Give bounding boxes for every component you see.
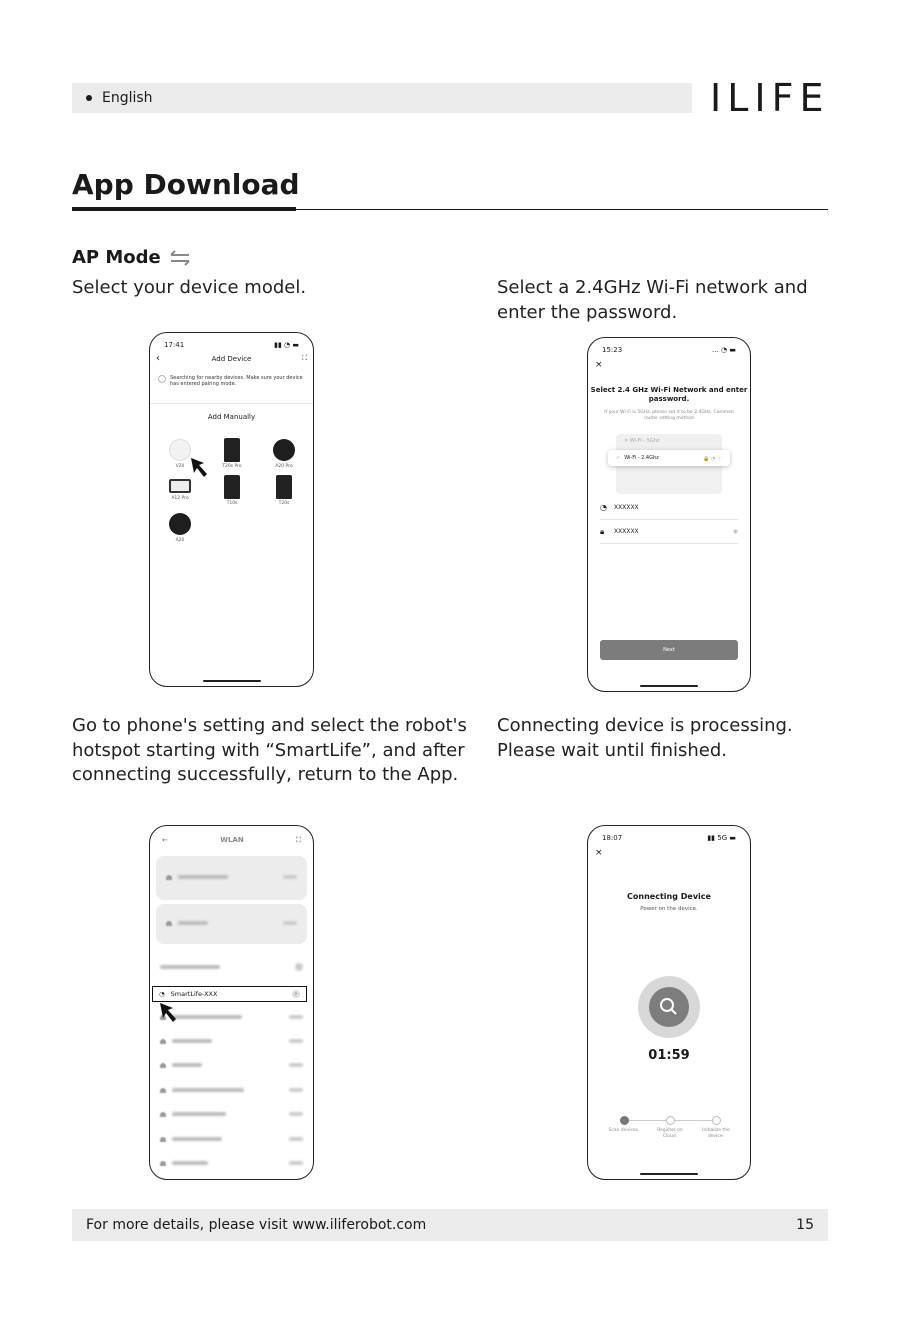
add-manually-label: Add Manually (207, 413, 256, 421)
smartlife-hotspot-row[interactable] (152, 986, 307, 1002)
lock-wifi-icons: 🔒 ◔ ⓘ (703, 455, 722, 462)
station-icon (224, 475, 240, 499)
robot-black-icon (273, 439, 295, 461)
blurred-network-row[interactable] (166, 870, 297, 884)
station-icon (276, 475, 292, 499)
status-icons: … ◔ ▬ (711, 346, 736, 354)
scan-icon[interactable]: ⛶ (302, 354, 307, 362)
step-2-text: Select a 2.4GHz Wi-Fi network and enter the password. (497, 277, 808, 323)
next-button[interactable]: Next (600, 640, 738, 660)
wifi-setup-subtitle: If your Wi-Fi is 5GHz, please set it to be 2.4GHz. Common router setting method (604, 410, 734, 421)
stage-active-icon (620, 1116, 629, 1125)
back-icon[interactable]: ‹ (156, 353, 160, 364)
search-icon (649, 987, 689, 1027)
step-4-text: Connecting device is processing. Please wait until finished. (497, 715, 793, 761)
page-number: 15 (796, 1217, 814, 1233)
wifi-setup-title: Select 2.4 GHz Wi-Fi Network and enter password. (590, 386, 748, 403)
wifi-icon: ◔ (159, 990, 165, 998)
search-button (649, 987, 689, 1027)
step-3-text: Go to phone's setting and select the robot's hotspot starting with “SmartLife”, and after connecting successfully, return to the App. (72, 715, 467, 785)
x-icon: ✕ (624, 438, 630, 444)
station-icon (224, 438, 240, 462)
wifi-icon: ◔ (600, 503, 607, 512)
blurred-network-row[interactable] (160, 1156, 303, 1170)
model-label: V20 (175, 464, 185, 469)
status-bar (602, 346, 736, 354)
ap-mode-heading (72, 247, 191, 268)
language-bar (72, 83, 692, 113)
scan-icon[interactable]: ⛶ (296, 836, 301, 844)
blurred-network-row[interactable] (160, 1010, 303, 1024)
divider (150, 403, 313, 404)
home-indicator (640, 1173, 698, 1175)
page-title: App Download (72, 168, 300, 201)
close-icon[interactable]: × (595, 360, 603, 370)
title-underline (72, 207, 296, 211)
check-icon: ✓ (616, 455, 621, 461)
connecting-subtitle: Power on the device. (640, 906, 698, 912)
status-time: 18:07 (602, 834, 623, 842)
brand-logo: ILIFE (710, 76, 830, 120)
add-device-header: Add Device (211, 355, 252, 363)
blurred-network-row[interactable] (166, 916, 297, 930)
blurred-network-row[interactable] (160, 1034, 303, 1048)
footer-text: For more details, please visit www.iliferobot.com (86, 1217, 427, 1233)
wifi-icon (166, 921, 172, 926)
pointer-arrow-icon (190, 457, 210, 479)
search-notice-text: Searching for nearby devices. Make sure your device has entered pairing mode. (170, 375, 303, 387)
model-t20s-pro[interactable] (212, 438, 252, 469)
model-label: T20s (278, 501, 290, 506)
bullet-icon (86, 95, 92, 101)
status-bar (602, 834, 736, 842)
wifi-5g-option[interactable] (624, 438, 660, 444)
blurred-network-row[interactable] (160, 1083, 303, 1097)
cloud-icon (666, 1116, 675, 1125)
home-indicator (640, 685, 698, 687)
ssid-field[interactable] (600, 496, 738, 520)
ssid-value: XXXXXX (614, 504, 639, 511)
status-icons: ▮▮ ◔ ▬ (274, 341, 299, 349)
blurred-network-row[interactable] (160, 1132, 303, 1146)
model-label: A20 (175, 538, 185, 543)
back-arrow-icon[interactable]: ← (162, 836, 168, 844)
stage-label: Register on Cloud. (657, 1128, 683, 1139)
password-value: XXXXXX (614, 528, 639, 535)
stage-scan (606, 1116, 642, 1134)
robot-white-icon (169, 439, 191, 461)
step-1-text: Select your device model. (72, 277, 307, 298)
lock-icon: 🔒︎ (600, 526, 605, 536)
progress-ring (638, 976, 700, 1038)
chevron-right-icon: › (292, 990, 300, 998)
model-label: T20s Pro (222, 464, 242, 469)
stage-label: Scan devices. (608, 1128, 640, 1133)
progress-stages (608, 1116, 730, 1146)
language-label: English (102, 90, 153, 106)
device-icon (712, 1116, 721, 1125)
stage-initialize (698, 1116, 734, 1139)
model-a20-pro[interactable] (264, 439, 304, 469)
available-networks-heading (160, 960, 303, 974)
blurred-network-row[interactable] (160, 1058, 303, 1072)
wifi-24g-label: Wi-Fi - 2.4Ghz (624, 455, 659, 461)
robot-flat-icon (169, 479, 191, 493)
blurred-network-row[interactable] (160, 1107, 303, 1121)
wlan-topbar (162, 836, 301, 845)
countdown-timer: 01:59 (648, 1048, 690, 1063)
phone-wifi-setup (587, 337, 751, 692)
status-bar (164, 341, 299, 349)
phone-wlan-settings (149, 825, 314, 1180)
connecting-title: Connecting Device (627, 892, 711, 901)
search-notice (158, 375, 305, 387)
smartlife-hotspot-label: SmartLife-XXX (170, 990, 218, 998)
status-network: ▮▮ 5G ▬ (707, 834, 736, 842)
model-a20[interactable] (160, 513, 200, 543)
model-t10s[interactable] (212, 475, 252, 506)
status-time: 15:23 (602, 346, 623, 354)
ap-mode-label: AP Mode (72, 247, 161, 268)
status-time: 17:41 (164, 341, 185, 349)
wlan-header: WLAN (220, 836, 244, 844)
model-label: T10s (226, 501, 238, 506)
eye-icon[interactable]: ◉ (732, 528, 738, 535)
model-t20s[interactable] (264, 475, 304, 506)
wifi-icon (166, 875, 172, 880)
phone-add-device (149, 332, 314, 687)
saved-network-card (156, 904, 307, 944)
stage-label: Initialize the device. (702, 1128, 730, 1139)
page-footer (72, 1209, 828, 1241)
stage-register (652, 1116, 688, 1139)
close-icon[interactable]: × (595, 848, 603, 858)
home-indicator (203, 680, 261, 682)
model-label: A12 Pro (171, 496, 189, 501)
swap-arrows-icon (169, 250, 191, 266)
password-field[interactable] (600, 520, 738, 544)
phone-connecting (587, 825, 751, 1180)
model-label: A20 Pro (275, 464, 293, 469)
spinner-icon (158, 375, 166, 383)
wifi-5g-label: Wi-Fi - 5Ghz (629, 438, 660, 444)
pointer-arrow-icon (159, 1002, 179, 1024)
robot-black-icon (169, 513, 191, 535)
wifi-24g-option[interactable] (608, 450, 730, 466)
saved-network-card (156, 856, 307, 900)
